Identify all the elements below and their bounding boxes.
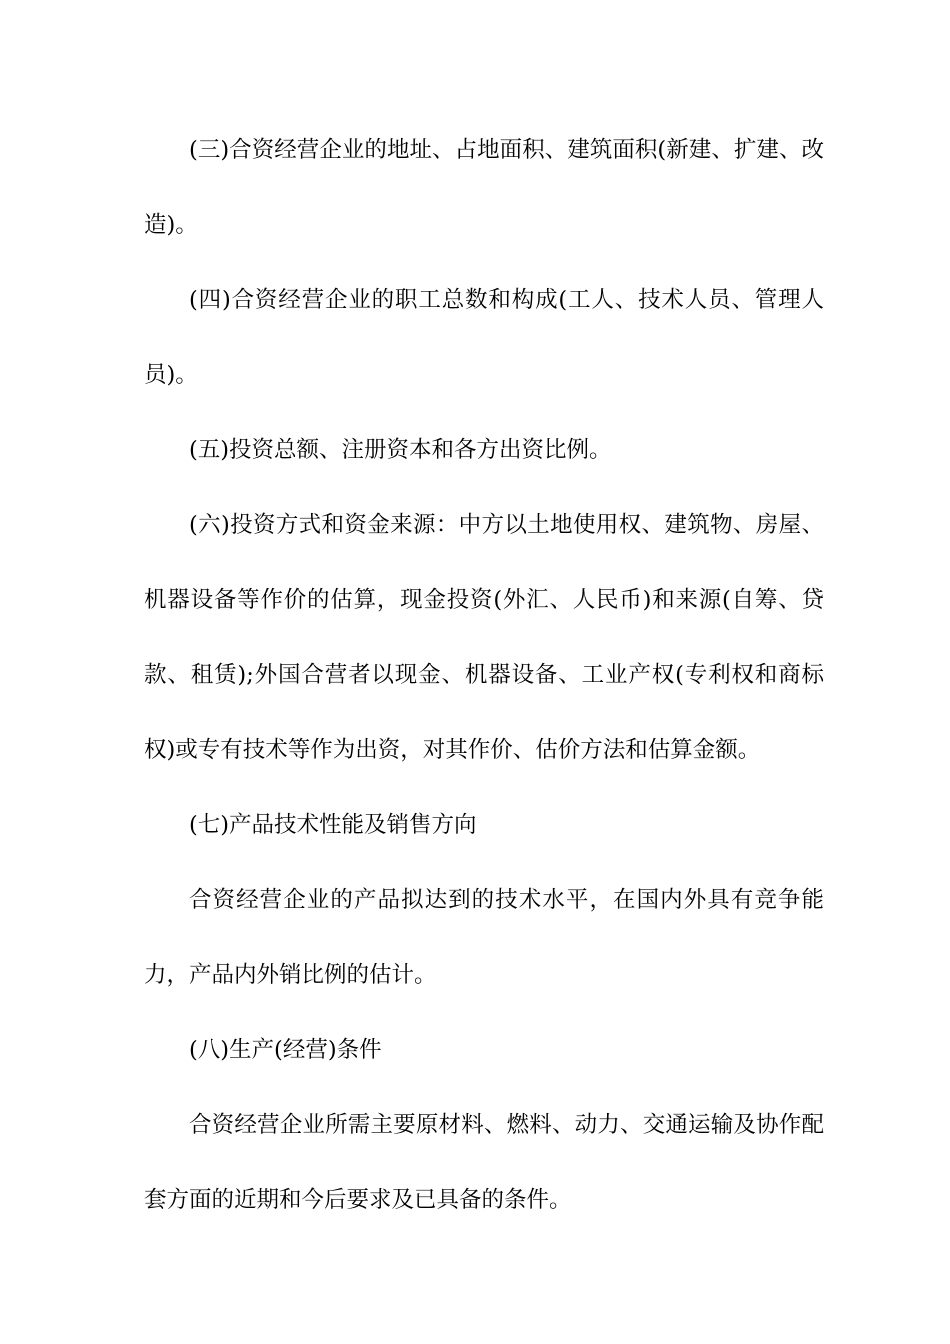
paragraph-product-level: 合资经营企业的产品拟达到的技术水平，在国内外具有竞争能力，产品内外销比例的估计。 xyxy=(144,887,824,988)
paragraph-investment-method: (六)投资方式和资金来源：中方以土地使用权、建筑物、房屋、机器设备等作价的估算，现金投资(外汇、人民币)和来源(自筹、贷款、租赁);外国合营者以现金、机器设备、工业产权(专利权和商标权)或专有技术等作为出资，对其作价、估价方法和估算金额。 xyxy=(144,512,824,763)
document-body xyxy=(144,113,824,1238)
paragraph-production-requirements: 合资经营企业所需主要原材料、燃料、动力、交通运输及协作配套方面的近期和今后要求及已具备的条件。 xyxy=(144,1112,824,1213)
paragraph-staff: (四)合资经营企业的职工总数和构成(工人、技术人员、管理人员)。 xyxy=(144,287,824,388)
paragraph-site-area: (三)合资经营企业的地址、占地面积、建筑面积(新建、扩建、改造)。 xyxy=(144,137,824,238)
paragraph-investment-total: (五)投资总额、注册资本和各方出资比例。 xyxy=(189,437,612,463)
heading-production-conditions: (八)生产(经营)条件 xyxy=(189,1037,382,1063)
heading-product-performance: (七)产品技术性能及销售方向 xyxy=(189,812,477,838)
